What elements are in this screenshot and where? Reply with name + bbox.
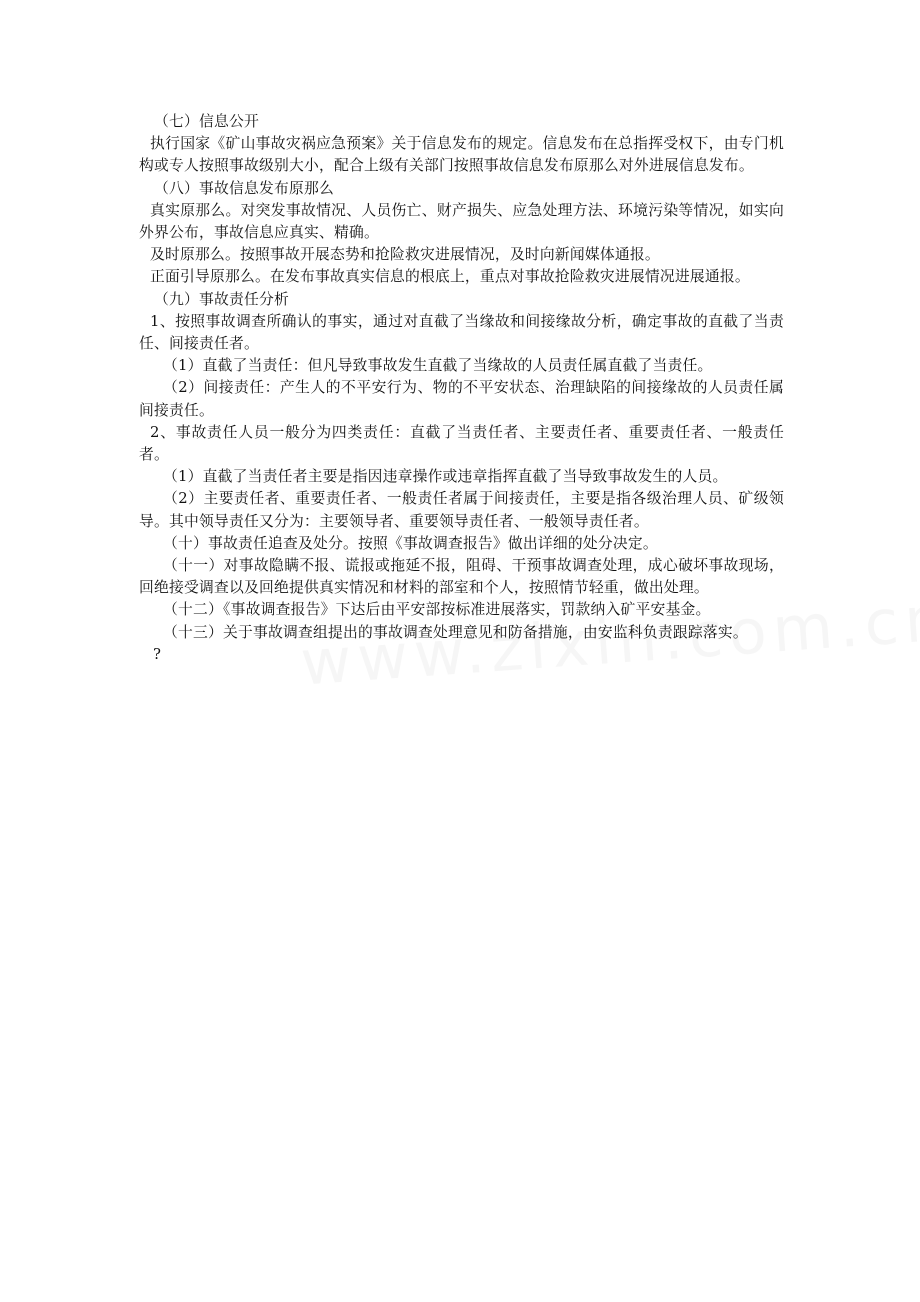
paragraph-truth-principle: 真实原那么。对突发事故情况、人员伤亡、财产损失、应急处理方法、环境污染等情况，如实向外界公布，事故信息应真实、精确。: [139, 201, 784, 242]
paragraph-accountability-penalty: （十）事故责任追查及处分。按照《事故调查报告》做出详细的处分决定。: [163, 534, 658, 552]
paragraph-report-implementation: （十二）《事故调查报告》下达后由平安部按标准进展落实，罚款纳入矿平安基金。: [163, 601, 711, 619]
paragraph-indirect-responsibility: （2）间接责任：产生人的不平安行为、物的不平安状态、治理缺陷的间接缘故的人员责任属间接责任。: [139, 379, 784, 419]
paragraph-responsibility-2: 2、事故责任人员一般分为四类责任：直截了当责任者、主要责任者、重要责任者、一般责任者。: [139, 423, 784, 464]
paragraph-responsibility-1: 1、按照事故调查所确认的事实，通过对直截了当缘故和间接缘故分析，确定事故的直截了当责任、间接责任者。: [139, 312, 784, 353]
trailing-mark: ?: [153, 645, 161, 663]
paragraph-direct-responsible-person: （1）直截了当责任者主要是指因违章操作或违章指挥直截了当导致事故发生的人员。: [163, 468, 728, 486]
section-heading-information-disclosure: （七）信息公开: [154, 113, 259, 130]
section-heading-release-principles: （八）事故信息发布原那么: [154, 179, 334, 197]
paragraph-direct-responsibility: （1）直截了当责任：但凡导致事故发生直截了当缘故的人员责任属直截了当责任。: [163, 357, 713, 375]
paragraph-timely-principle: 及时原那么。按照事故开展态势和抢险救灾进展情况，及时向新闻媒体通报。: [150, 246, 660, 264]
paragraph-positive-guidance-principle: 正面引导原那么。在发布事故真实信息的根底上，重点对事故抢险救灾进展情况进展通报。: [150, 268, 750, 286]
paragraph-main-responsible-person: （2）主要责任者、重要责任者、一般责任者属于间接责任，主要是指各级治理人员、矿级领导。其中领导责任又分为：主要领导者、重要领导责任者、一般领导责任者。: [139, 490, 784, 530]
document-page: [139, 111, 784, 666]
paragraph-follow-up-measures: （十三）关于事故调查组提出的事故调查处理意见和防备措施，由安监科负责跟踪落实。: [163, 623, 748, 641]
paragraph-information-release: 执行国家《矿山事故灾祸应急预案》关于信息发布的规定。信息发布在总指挥受权下，由专门机构或专人按照事故级别大小，配合上级有关部门按照事故信息发布原那么对外进展信息发布。: [139, 135, 784, 175]
paragraph-concealment-handling: （十一）对事故隐瞒不报、谎报或拖延不报，阻碍、干预事故调查处理，成心破坏事故现场，回绝接受调查以及回绝提供真实情况和材料的部室和个人，按照情节轻重，做出处理。: [139, 557, 784, 597]
section-heading-responsibility-analysis: （九）事故责任分析: [154, 290, 289, 308]
